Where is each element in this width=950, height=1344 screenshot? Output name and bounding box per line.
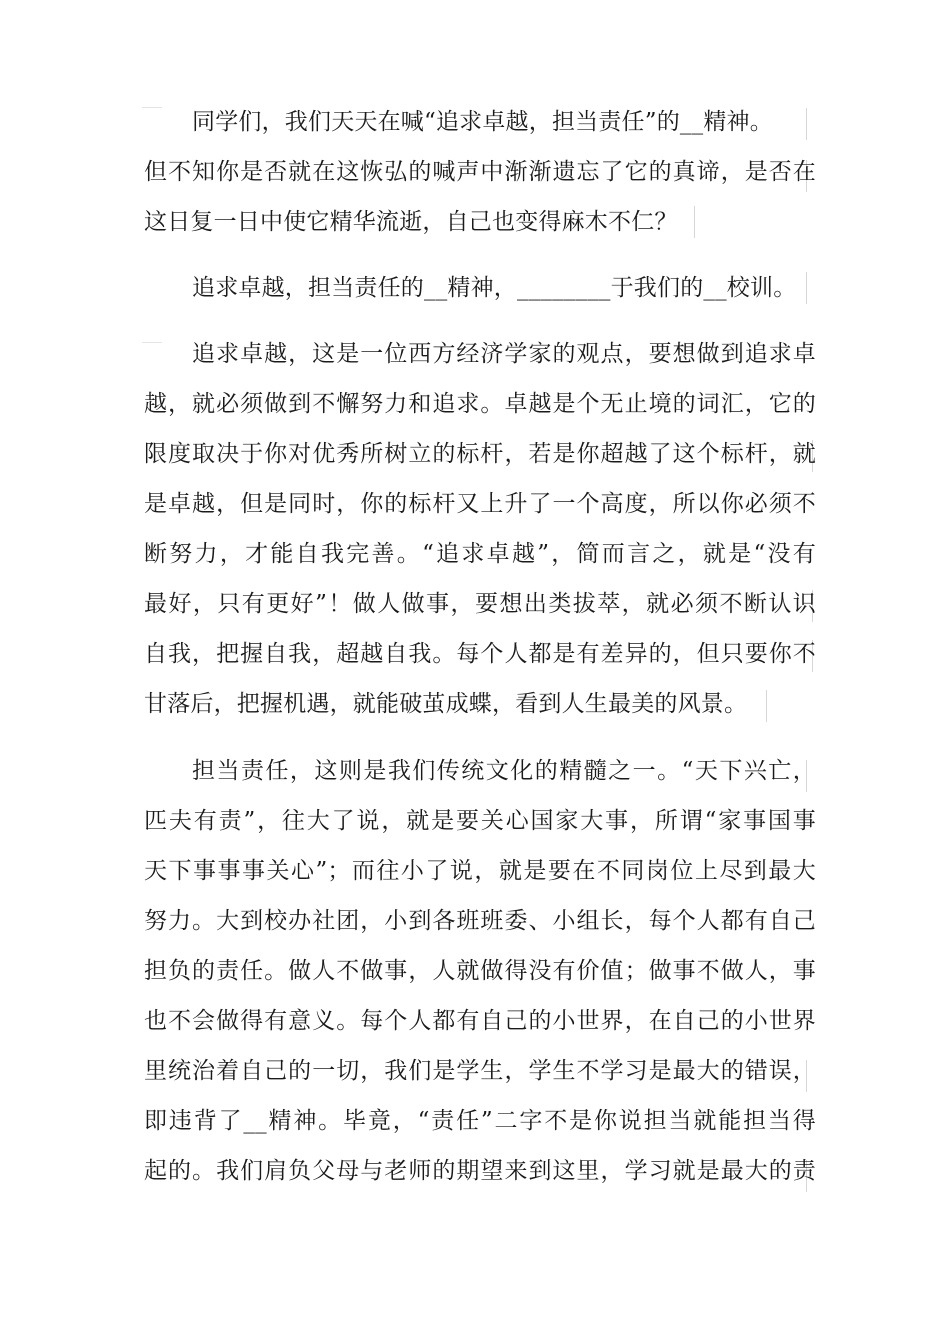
text-line: 追求卓越，担当责任的__精神，________于我们的__校训。 bbox=[192, 275, 797, 301]
text-line: 追求卓越，这是一位西方经济学家的观点，要想做到追求卓 bbox=[192, 341, 816, 367]
paragraph-intro bbox=[144, 97, 816, 247]
text-line: 自我，把握自我，超越自我。每个人都是有差异的，但只要你不 bbox=[144, 641, 816, 667]
paragraph-excellence bbox=[144, 329, 816, 729]
text-line: 努力。大到校办社团，小到各班班委、小组长，每个人都有自己 bbox=[144, 908, 816, 934]
text-line: 越，就必须做到不懈努力和追求。卓越是个无止境的词汇，它的 bbox=[144, 391, 816, 417]
text-line: 是卓越，但是同时，你的标杆又上升了一个高度，所以你必须不 bbox=[144, 491, 816, 517]
text-line: 担负的责任。做人不做事，人就做得没有价值；做事不做人，事 bbox=[144, 958, 816, 984]
text-line: 断努力，才能自我完善。“追求卓越”，简而言之，就是“没有 bbox=[144, 541, 816, 567]
text-line: 但不知你是否就在这恢弘的喊声中渐渐遗忘了它的真谛，是否在 bbox=[144, 159, 816, 185]
text-line: 里统治着自己的一切，我们是学生，学生不学习是最大的错误， bbox=[144, 1058, 816, 1084]
paragraph-thesis bbox=[144, 263, 816, 313]
paragraph-responsibility bbox=[144, 746, 816, 1196]
text-line: 也不会做得有意义。每个人都有自己的小世界，在自己的小世界 bbox=[144, 1008, 816, 1034]
text-line: 天下事事事关心”；而往小了说，就是要在不同岗位上尽到最大 bbox=[144, 858, 816, 884]
text-line: 即违背了__精神。毕竟，“责任”二字不是你说担当就能担当得 bbox=[144, 1108, 816, 1134]
text-line: 限度取决于你对优秀所树立的标杆，若是你超越了这个标杆，就 bbox=[144, 441, 816, 467]
text-line: 同学们，我们天天在喊“追求卓越，担当责任”的__精神。 bbox=[192, 109, 773, 135]
text-line: 匹夫有责”，往大了说，就是要关心国家大事，所谓“家事国事 bbox=[144, 808, 816, 834]
text-line: 担当责任，这则是我们传统文化的精髓之一。“天下兴亡， bbox=[192, 758, 816, 784]
text-line: 甘落后，把握机遇，就能破茧成蝶，看到人生最美的风景。 bbox=[144, 691, 748, 717]
text-line: 这日复一日中使它精华流逝，自己也变得麻木不仁？ bbox=[144, 209, 678, 235]
text-line: 起的。我们肩负父母与老师的期望来到这里，学习就是最大的责 bbox=[144, 1158, 816, 1184]
text-line: 最好，只有更好”！做人做事，要想出类拔萃，就必须不断认识 bbox=[144, 591, 816, 617]
